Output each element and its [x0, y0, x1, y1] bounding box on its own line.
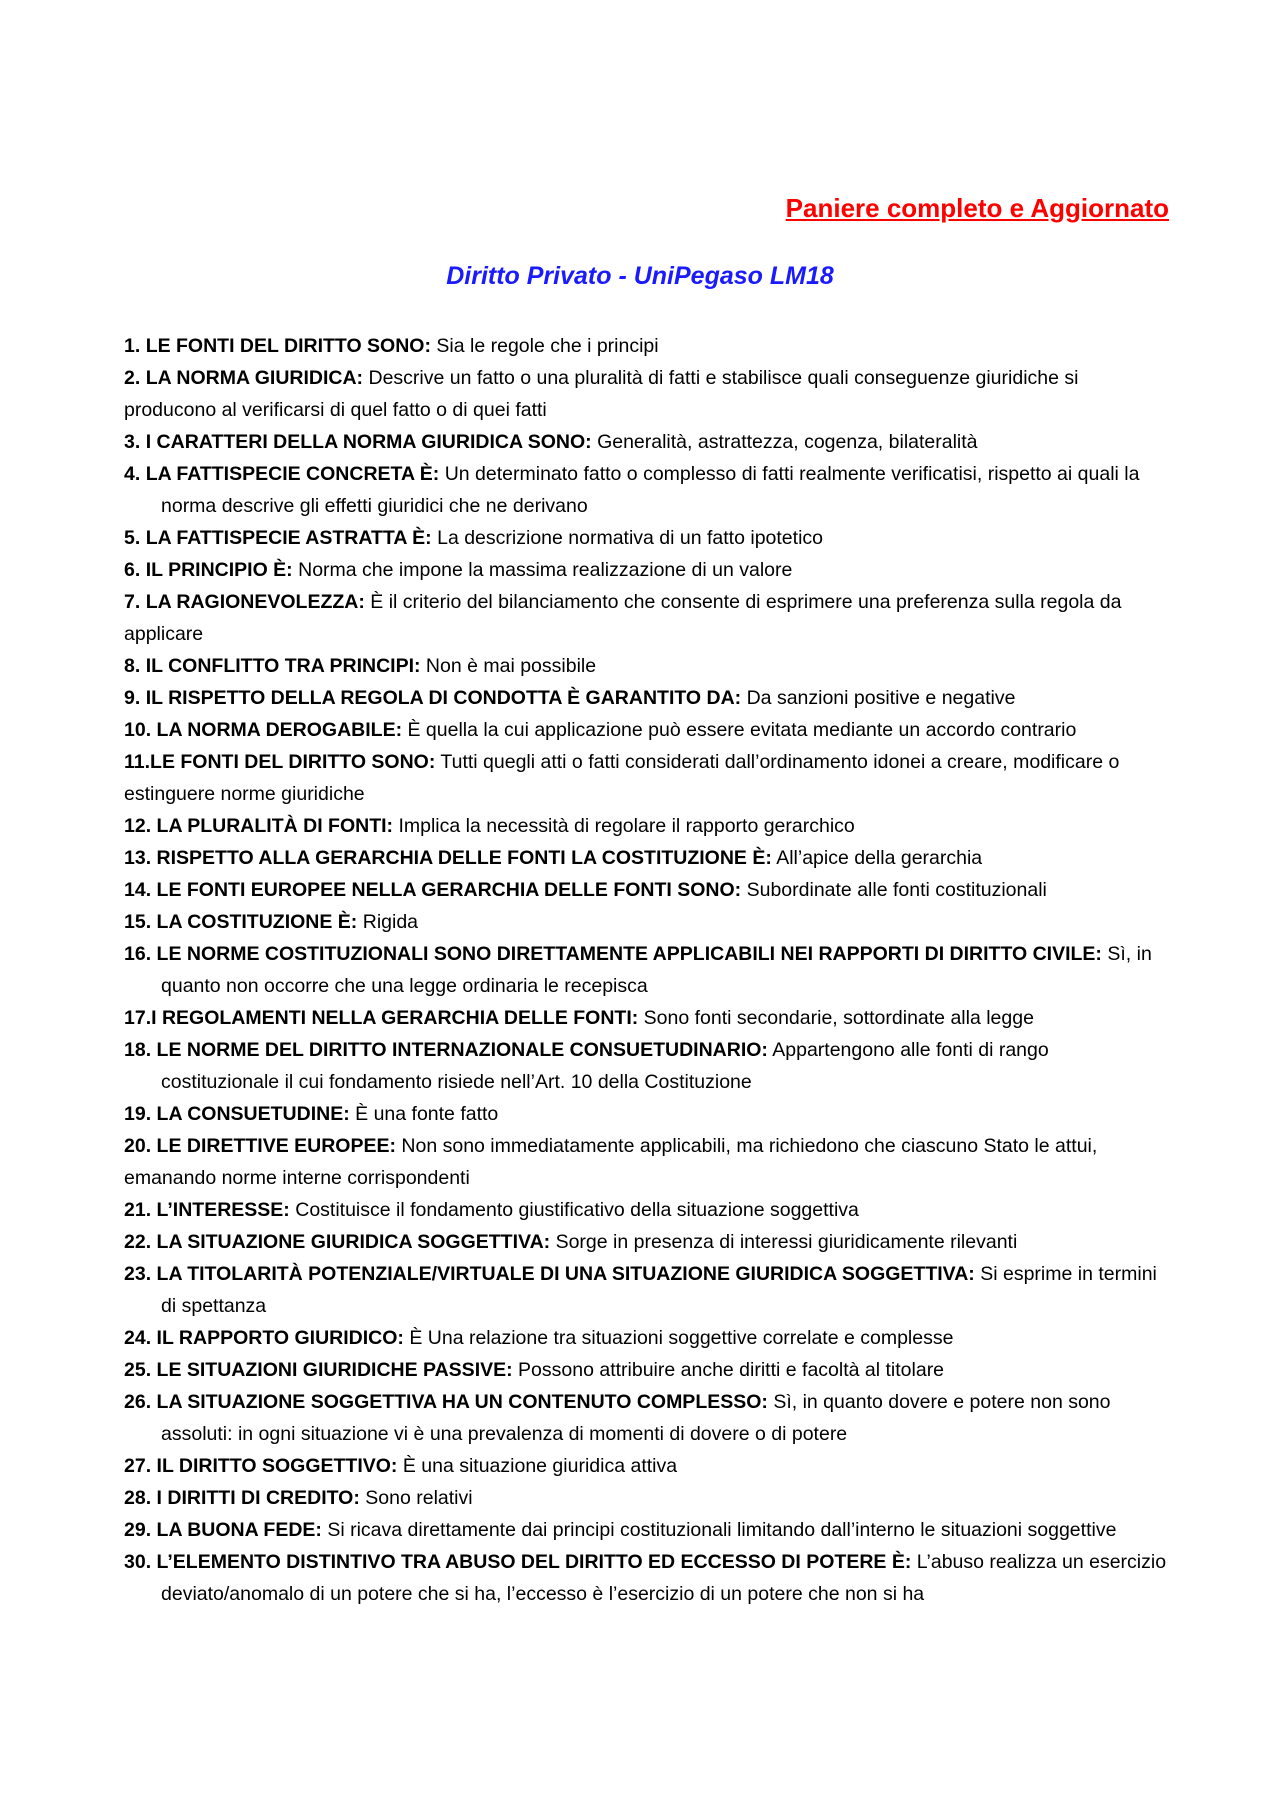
qa-question: LA SITUAZIONE GIURIDICA SOGGETTIVA:	[156, 1231, 551, 1253]
qa-item	[124, 426, 1172, 458]
qa-number: 18.	[124, 1039, 152, 1061]
qa-item	[124, 1034, 1172, 1098]
qa-question: LE FONTI DEL DIRITTO SONO:	[150, 751, 436, 773]
qa-question: LE FONTI EUROPEE NELLA GERARCHIA DELLE FONTI SONO:	[156, 879, 742, 901]
qa-answer: Sono fonti secondarie, sottordinate alla legge	[643, 1007, 1034, 1029]
qa-answer: Implica la necessità di regolare il rapporto gerarchico	[398, 815, 855, 837]
qa-answer: Sì, in quanto dovere e potere non sono assoluti: in ogni situazione vi è una prevalenza di momenti di dovere o di potere	[161, 1391, 1111, 1445]
qa-number: 1.	[124, 335, 141, 357]
qa-question: LA NORMA DEROGABILE:	[156, 719, 403, 741]
qa-item	[124, 362, 1172, 426]
qa-answer: È il criterio del bilanciamento che consente di esprimere una preferenza sulla regola da applicare	[124, 591, 1122, 645]
qa-list	[124, 330, 1172, 1610]
qa-item	[124, 1098, 1172, 1130]
qa-question: LE SITUAZIONI GIURIDICHE PASSIVE:	[156, 1359, 513, 1381]
qa-item	[124, 842, 1172, 874]
qa-answer: Costituisce il fondamento giustificativo della situazione soggettiva	[295, 1199, 859, 1221]
qa-number: 8.	[124, 655, 141, 677]
qa-item	[124, 746, 1172, 810]
qa-answer: Da sanzioni positive e negative	[746, 687, 1016, 709]
qa-question: LA COSTITUZIONE È:	[156, 911, 358, 933]
qa-answer: Si esprime in termini di spettanza	[161, 1263, 1157, 1317]
document-title: Diritto Privato - UniPegaso LM18	[446, 262, 834, 290]
qa-number: 11.	[124, 751, 151, 773]
qa-number: 26.	[124, 1391, 152, 1413]
qa-answer: Sono relativi	[365, 1487, 473, 1509]
qa-question: LE DIRETTIVE EUROPEE:	[156, 1135, 396, 1157]
qa-number: 19.	[124, 1103, 152, 1125]
qa-answer: Appartengono alle fonti di rango costituzionale il cui fondamento risiede nell’Art. 10 della Costituzione	[161, 1039, 1049, 1093]
qa-question: LE NORME DEL DIRITTO INTERNAZIONALE CONSUETUDINARIO:	[156, 1039, 768, 1061]
qa-answer: Norma che impone la massima realizzazione di un valore	[298, 559, 793, 581]
qa-item	[124, 714, 1172, 746]
qa-number: 5.	[124, 527, 141, 549]
qa-question: I REGOLAMENTI NELLA GERARCHIA DELLE FONTI:	[151, 1007, 639, 1029]
qa-answer: Generalità, astrattezza, cogenza, bilateralità	[597, 431, 978, 453]
qa-item	[124, 554, 1172, 586]
qa-question: LA BUONA FEDE:	[156, 1519, 322, 1541]
qa-answer: Sorge in presenza di interessi giuridicamente rilevanti	[555, 1231, 1018, 1253]
qa-answer: L’abuso realizza un esercizio deviato/anomalo di un potere che si ha, l’eccesso è l’esercizio di un potere che non si ha	[161, 1551, 1167, 1605]
qa-question: IL CONFLITTO TRA PRINCIPI:	[145, 655, 421, 677]
qa-answer: Un determinato fatto o complesso di fatti realmente verificatisi, rispetto ai quali la norma descrive gli effetti giuridici che ne derivano	[161, 463, 1140, 517]
qa-item	[124, 330, 1172, 362]
qa-question: LA SITUAZIONE SOGGETTIVA HA UN CONTENUTO COMPLESSO:	[156, 1391, 768, 1413]
qa-number: 12.	[124, 815, 152, 837]
qa-answer: Possono attribuire anche diritti e facoltà al titolare	[518, 1359, 945, 1381]
qa-item	[124, 1450, 1172, 1482]
qa-question: RISPETTO ALLA GERARCHIA DELLE FONTI LA COSTITUZIONE È:	[156, 847, 772, 869]
qa-number: 23.	[124, 1263, 152, 1285]
qa-item	[124, 650, 1172, 682]
qa-answer: Non è mai possibile	[425, 655, 597, 677]
qa-number: 15.	[124, 911, 152, 933]
qa-question: I CARATTERI DELLA NORMA GIURIDICA SONO:	[145, 431, 592, 453]
qa-answer: Descrive un fatto o una pluralità di fatti e stabilisce quali conseguenze giuridiche si producono al verificarsi di quel fatto o di quei fatti	[124, 367, 1079, 421]
qa-number: 2.	[124, 367, 141, 389]
qa-question: L’ELEMENTO DISTINTIVO TRA ABUSO DEL DIRITTO ED ECCESSO DI POTERE È:	[156, 1551, 912, 1573]
qa-item	[124, 682, 1172, 714]
qa-question: LE FONTI DEL DIRITTO SONO:	[145, 335, 431, 357]
qa-item	[124, 1386, 1172, 1450]
qa-item	[124, 1130, 1172, 1194]
document-kicker: Paniere completo e Aggiornato	[785, 193, 1169, 223]
qa-answer: All’apice della gerarchia	[776, 847, 983, 869]
qa-number: 24.	[124, 1327, 152, 1349]
qa-answer: Sì, in quanto non occorre che una legge ordinaria le recepisca	[161, 943, 1152, 997]
qa-question: LA TITOLARITÀ POTENZIALE/VIRTUALE DI UNA SITUAZIONE GIURIDICA SOGGETTIVA:	[156, 1263, 975, 1285]
qa-item	[124, 1194, 1172, 1226]
qa-question: IL DIRITTO SOGGETTIVO:	[156, 1455, 398, 1477]
qa-number: 28.	[124, 1487, 152, 1509]
qa-question: IL RAPPORTO GIURIDICO:	[156, 1327, 404, 1349]
qa-number: 6.	[124, 559, 141, 581]
qa-number: 27.	[124, 1455, 152, 1477]
qa-item	[124, 1354, 1172, 1386]
qa-question: LA PLURALITÀ DI FONTI:	[156, 815, 394, 837]
qa-number: 25.	[124, 1359, 152, 1381]
qa-answer: È quella la cui applicazione può essere evitata mediante un accordo contrario	[407, 719, 1077, 741]
qa-question: IL RISPETTO DELLA REGOLA DI CONDOTTA È GARANTITO DA:	[145, 687, 742, 709]
qa-item	[124, 458, 1172, 522]
qa-question: LA CONSUETUDINE:	[156, 1103, 350, 1125]
qa-answer: Non sono immediatamente applicabili, ma richiedono che ciascuno Stato le attui, emanando norme interne corrispondenti	[124, 1135, 1098, 1189]
qa-number: 20.	[124, 1135, 152, 1157]
qa-answer: Rigida	[362, 911, 419, 933]
qa-item	[124, 522, 1172, 554]
qa-answer: È una fonte fatto	[355, 1103, 499, 1125]
qa-item	[124, 1226, 1172, 1258]
qa-item	[124, 1514, 1172, 1546]
qa-question: IL PRINCIPIO È:	[145, 559, 293, 581]
qa-number: 17.	[124, 1007, 152, 1029]
qa-number: 29.	[124, 1519, 152, 1541]
qa-number: 30.	[124, 1551, 152, 1573]
qa-answer: Sia le regole che i principi	[436, 335, 659, 357]
qa-number: 22.	[124, 1231, 152, 1253]
qa-number: 14.	[124, 879, 152, 901]
qa-number: 4.	[124, 463, 141, 485]
qa-question: LA FATTISPECIE ASTRATTA È:	[145, 527, 432, 549]
qa-number: 3.	[124, 431, 141, 453]
qa-number: 16.	[124, 943, 152, 965]
qa-item	[124, 1322, 1172, 1354]
qa-answer: Subordinate alle fonti costituzionali	[746, 879, 1047, 901]
qa-question: LA FATTISPECIE CONCRETA È:	[145, 463, 440, 485]
qa-answer: È una situazione giuridica attiva	[402, 1455, 678, 1477]
qa-number: 21.	[124, 1199, 152, 1221]
qa-answer: È Una relazione tra situazioni soggettive correlate e complesse	[409, 1327, 954, 1349]
qa-item	[124, 1546, 1172, 1610]
qa-answer: La descrizione normativa di un fatto ipotetico	[437, 527, 823, 549]
qa-question: LA NORMA GIURIDICA:	[145, 367, 364, 389]
qa-answer: Tutti quegli atti o fatti considerati dall’ordinamento idonei a creare, modificare o estinguere norme giuridiche	[124, 751, 1120, 805]
qa-item	[124, 810, 1172, 842]
qa-number: 13.	[124, 847, 152, 869]
qa-item	[124, 586, 1172, 650]
qa-question: LE NORME COSTITUZIONALI SONO DIRETTAMENTE APPLICABILI NEI RAPPORTI DI DIRITTO CIVILE:	[156, 943, 1102, 965]
qa-question: LA RAGIONEVOLEZZA:	[145, 591, 365, 613]
qa-number: 7.	[124, 591, 141, 613]
qa-item	[124, 1482, 1172, 1514]
qa-item	[124, 1258, 1172, 1322]
qa-question: L’INTERESSE:	[156, 1199, 290, 1221]
qa-answer: Si ricava direttamente dai principi costituzionali limitando dall’interno le situazioni soggettive	[327, 1519, 1117, 1541]
qa-number: 10.	[124, 719, 152, 741]
qa-item	[124, 1002, 1172, 1034]
qa-number: 9.	[124, 687, 141, 709]
qa-item	[124, 874, 1172, 906]
qa-item	[124, 906, 1172, 938]
qa-item	[124, 938, 1172, 1002]
qa-question: I DIRITTI DI CREDITO:	[156, 1487, 360, 1509]
